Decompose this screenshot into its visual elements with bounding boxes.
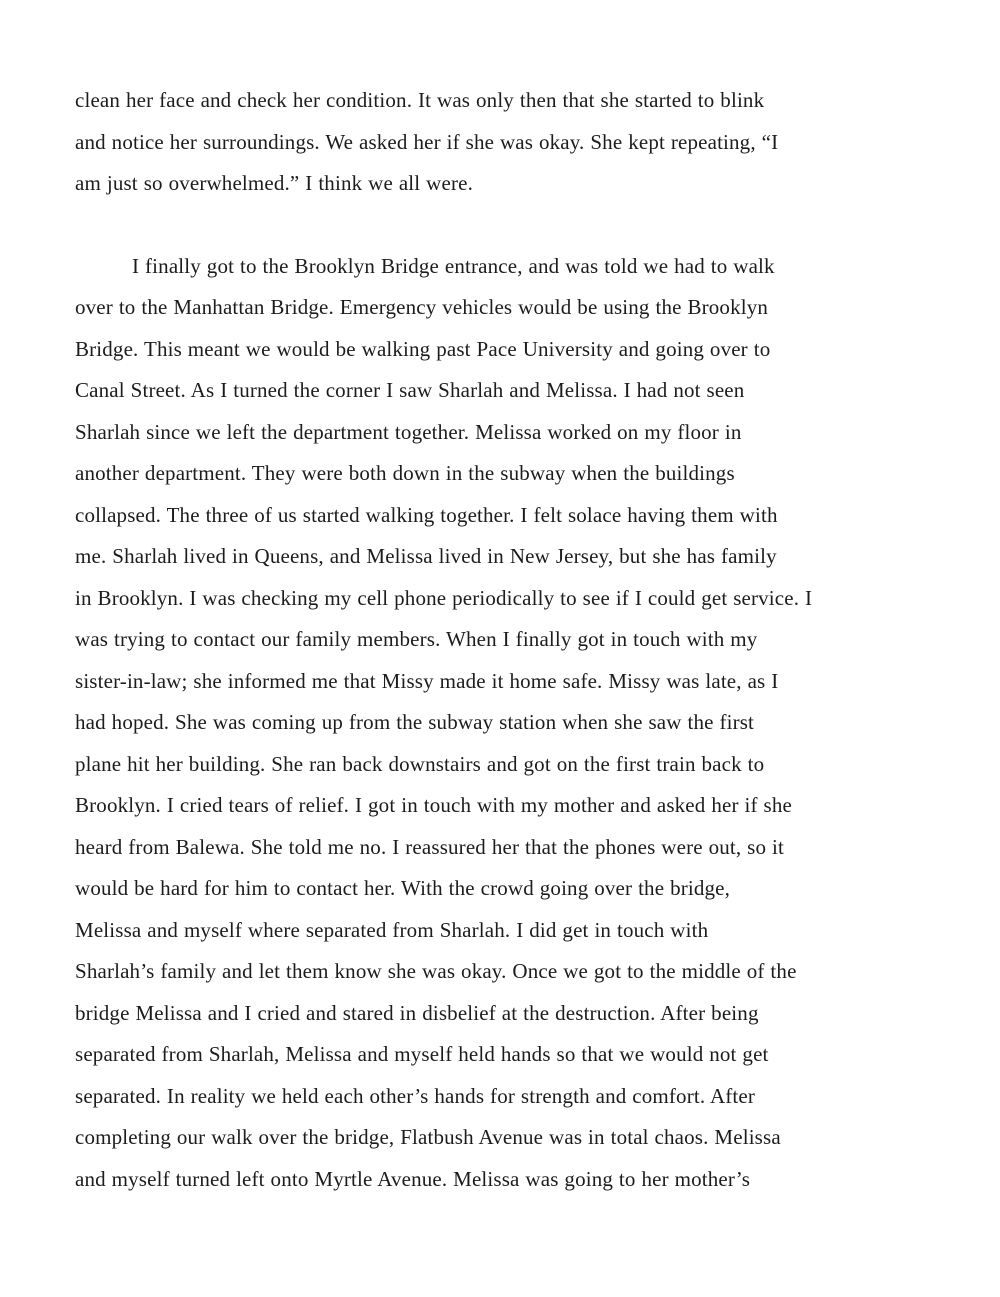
paragraph-2-line-20: separated from Sharlah, Melissa and myself held hands so that we would not get — [75, 1042, 769, 1066]
paragraph-2-line-21: separated. In reality we held each other’s hands for strength and comfort. After — [75, 1084, 756, 1108]
paragraph-2-line-17: Melissa and myself where separated from Sharlah. I did get in touch with — [75, 918, 709, 942]
paragraph-1-line-3: am just so overwhelmed.” I think we all were. — [75, 171, 473, 195]
paragraph-2-line-6: another department. They were both down in the subway when the buildings — [75, 461, 735, 485]
paragraph-2-line-3: Bridge. This meant we would be walking past Pace University and going over to — [75, 337, 771, 361]
paragraph-2-line-5: Sharlah since we left the department together. Melissa worked on my floor in — [75, 420, 742, 444]
paragraph-2-line-13: plane hit her building. She ran back downstairs and got on the first train back to — [75, 752, 765, 776]
paragraph-2-line-1: I finally got to the Brooklyn Bridge entrance, and was told we had to walk — [132, 254, 775, 278]
paragraph-2-line-4: Canal Street. As I turned the corner I saw Sharlah and Melissa. I had not seen — [75, 378, 745, 402]
paragraph-1-line-1: clean her face and check her condition. It was only then that she started to blink — [75, 88, 765, 112]
paragraph-2-line-19: bridge Melissa and I cried and stared in disbelief at the destruction. After being — [75, 1001, 759, 1025]
paragraph-2-line-11: sister-in-law; she informed me that Missy made it home safe. Missy was late, as I — [75, 669, 779, 693]
paragraph-2-line-8: me. Sharlah lived in Queens, and Melissa lived in New Jersey, but she has family — [75, 544, 777, 568]
paragraph-2-line-9: in Brooklyn. I was checking my cell phone periodically to see if I could get service. I — [75, 586, 813, 610]
paragraph-2-line-12: had hoped. She was coming up from the subway station when she saw the first — [75, 710, 755, 734]
paragraph-2-line-7: collapsed. The three of us started walking together. I felt solace having them with — [75, 503, 778, 527]
paragraph-2-line-2: over to the Manhattan Bridge. Emergency vehicles would be using the Brooklyn — [75, 295, 769, 319]
paragraph-2-line-16: would be hard for him to contact her. With the crowd going over the bridge, — [75, 876, 731, 900]
paragraph-2-line-23: and myself turned left onto Myrtle Avenue. Melissa was going to her mother’s — [75, 1167, 751, 1191]
paragraph-2-line-10: was trying to contact our family members. When I finally got in touch with my — [75, 627, 758, 651]
paragraph-1-line-2: and notice her surroundings. We asked her if she was okay. She kept repeating, “I — [75, 130, 779, 154]
paragraph-2-line-14: Brooklyn. I cried tears of relief. I got in touch with my mother and asked her if she — [75, 793, 792, 817]
paragraph-2-line-15: heard from Balewa. She told me no. I reassured her that the phones were out, so it — [75, 835, 785, 859]
paragraph-2-line-22: completing our walk over the bridge, Flatbush Avenue was in total chaos. Melissa — [75, 1125, 781, 1149]
paragraph-2-line-18: Sharlah’s family and let them know she was okay. Once we got to the middle of the — [75, 959, 797, 983]
